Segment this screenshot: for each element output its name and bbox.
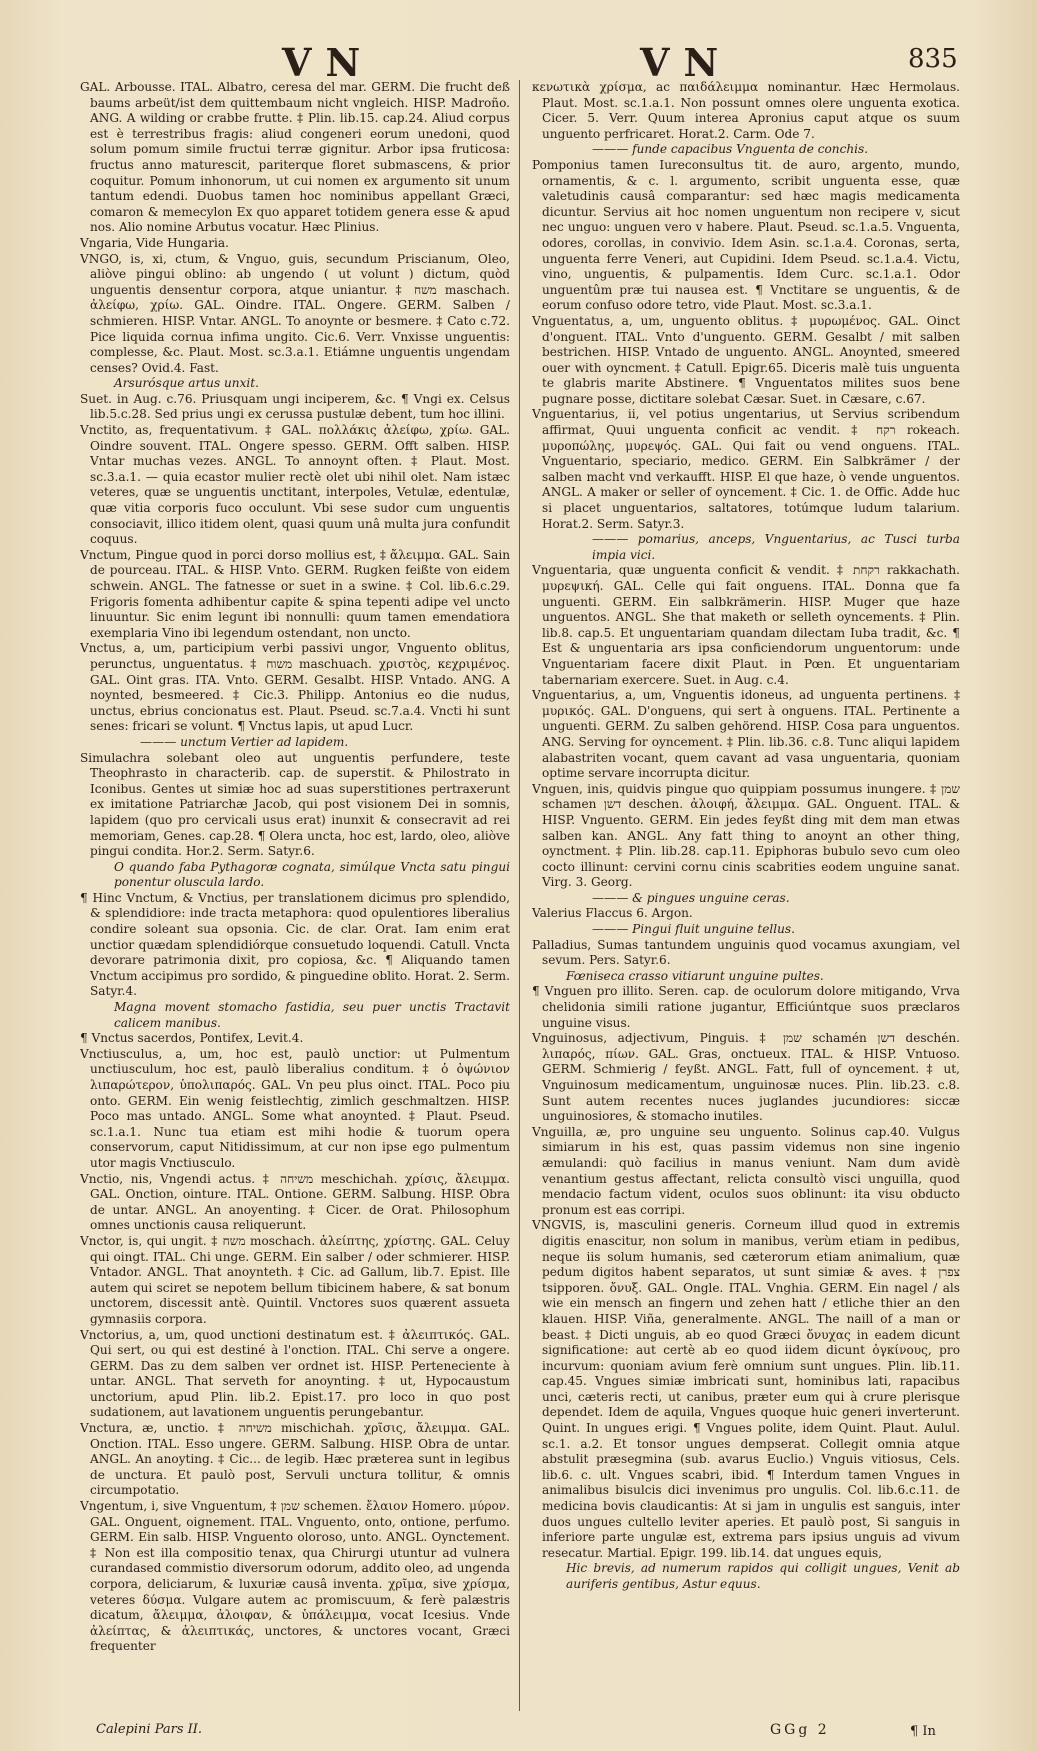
entry-paragraph: κενωτικὰ χρίσμα, ac παιδάλειμμα nominantur. Hæc Hermolaus. Plaut. Most. sc.1.a.1. Non possunt omnes olere unguenta exotica. Cicer. 5. Verr. Quum interea Apronius caput atque os suum unguento perfricaret. Horat.2. Carm. Ode 7. <box>532 80 960 141</box>
entry-paragraph: ——— pomarius, anceps, Vnguentarius, ac Tusci turba impia vici. <box>592 532 960 562</box>
running-head-left: VN <box>282 40 375 85</box>
entry-paragraph: ¶ Vnctus sacerdos, Pontifex, Levit.4. <box>80 1031 304 1046</box>
entry-paragraph: Vnctor, is, qui ungit. ‡ משח moschach. ἀλείπτης, χρίστης. GAL. Celuy qui oingt. ITAL. Chi unge. GERM. Ein salber / oder schmierer. HISP. Vntador. ANGL. That anoynteth. ‡ Cic. ad Gallum, lib.7. Epist. Ille autem qui sciret se nepotem bellum tibicinem habere, & sat bonum unctorem, discessit antè. Quintil. Vnctores suos quærent assueta gymnasiis corpora. <box>80 1233 510 1326</box>
column-divider <box>519 80 520 1711</box>
entry-paragraph: Simulachra solebant oleo aut unguentis perfundere, teste Theophrasto in characterib. cap. de superstit. & Philostrato in Iconibus. Gentes ut simiæ hoc ad suas superstitiones pertraxerunt ex imitatione Patriarchæ Jacob, qui post visionem Dei in somnis, lapidem (quo pro cervicali usus erat) inunxit & consecravit ad rei memoriam, Genes. cap.28. ¶ Olera uncta, hoc est, lardo, oleo, aliòve pingui condita. Hor.2. Serm. Satyr.6. <box>80 750 510 859</box>
entry-paragraph: Arsurósque artus unxit. <box>114 376 259 391</box>
entry-paragraph: Vngentum, i, sive Vnguentum, ‡ שמן schemen. ἔλαιον Homero. μύρον. GAL. Onguent, oignement. ITAL. Vnguento, onto, ontione, perfumo. GERM. Ein salb. HISP. Vnguento oloroso, unto. ANGL. Oynctement. ‡ Non est illa compositio tenax, qua Chirurgi utuntur ad vulnera curandased commistio diversorum odorum, addito oleo, ad ungenda corpora, deliciarum, & luxuriæ causâ inventa. χρῖμα, sive χρίσμα, veteres δύσμα. Vulgare autem ac promiscuum, & ferè palæstris dicatum, ἄλειμμα, ἀλοιφαν, & ὑπάλειμμα, vocat Icesius. Vnde ἀλείπτας, & ἀλειπτικάς, unctores, & unctores vocant, Græci frequenter <box>80 1499 510 1654</box>
entry-paragraph: Palladius, Sumas tantundem unguinis quod vocamus axungiam, vel sevum. Pers. Satyr.6. <box>532 937 960 968</box>
signature-mark: GGg 2 <box>770 1722 830 1738</box>
entry-paragraph: Vnguinosus, adjectivum, Pinguis. ‡ שמן schamén דשן deschén. λιπαρός, πίων. GAL. Gras, onctueux. ITAL. & HISP. Vntuoso. GERM. Schmierig / feyßt. ANGL. Fatt, full of oyncement. ‡ ut, Vnguinosum medicamentum, unguinosæ nuces. Plin. lib.23. c.8. Sunt autem recentes nuces juglandes jucundiores: siccæ unguinosiores, & stomacho inutiles. <box>532 1031 960 1124</box>
entry-paragraph: Valerius Flaccus 6. Argon. <box>532 906 693 921</box>
entry-paragraph: ¶ Hinc Vnctum, & Vnctius, per translationem dicimus pro splendido, & splendidiore: inde tracta metaphora: quod opulentiores liberalius condire soleant sua opsonia. Cic. de clar. Orat. Iam enim erat unctior quædam splendidiórque consuetudo loquendi. Catull. Vncta devorare patrimonia dixit, pro copiosa, &c. ¶ Aliquando tamen Vnctum accipimus pro sordido, & pinguedine oblito. Horat. 2. Serm. Satyr.4. <box>80 890 510 999</box>
entry-paragraph: VNGVIS, is, masculini generis. Corneum illud quod in extremis digitis enascitur, non solum in manibus, verùm etiam in pedibus, neque iis solum humanis, sed cæterorum etiam animalium, quæ pedum digitos habent separatos, ut sunt simiæ & aves. ‡ צפרן tsipporen. ὄνυξ. GAL. Ongle. ITAL. Vnghia. GERM. Ein nagel / als wie ein mensch an fingern und zehen hatt / etliche thier an den klauen. HISP. Viña, generalmente. ANGL. The naill of a man or beast. ‡ Dicti unguis, ab eo quod Græci ὄνυχας in eadem dicunt significatione: aut certè ab eo quod iidem dicunt ὀγκίνους, pro incurvum: quoniam avium ferè omnium sunt ungues. Plin. lib.11. cap.45. Vngues simiæ imbricati sunt, hominibus lati, rapacibus unci, cæteris recti, ut canibus, præter eum qui à crure plerisque dependet. Idem de aquila, Vngues quoque huic generi inverterunt. Quint. In ungues erigi. ¶ Vngues polite, idem Quint. Plaut. Aulul. sc.1. a.2. Et tonsor ungues dempserat. Collegit omnia atque abstulit præsegmina (sub. avarus Euclio.) Vnguis vitiosus, Cels. lib.6. c. ult. Vngues scabri, ibid. ¶ Interdum tamen Vngues in animalibus bisulcis dici invenimus pro ungulis. Col. lib.6.c.11. de medicina bovis claudicantis: At si jam in ungulis est sanguis, inter duos ungues cultello leviter aperies. Et paulò post, Si sanguis in inferiore parte ungulæ est, extrema pars ipsius unguis ad vivum resecatur. Martial. Epigr. 199. lib.14. dat ungues equis, <box>532 1218 960 1560</box>
entry-paragraph: ——— Pingui fluit unguine tellus. <box>592 922 795 937</box>
entry-paragraph: VNGO, is, xi, ctum, & Vnguo, guis, secundum Priscianum, Oleo, aliòve pingui oblino: ab ungendo ( ut volunt ) dictum, quòd unguentis densentur corpora, atque uniantur. ‡ משח maschach. ἀλείφω, χρίω. GAL. Oindre. ITAL. Ongere. GERM. Salben / schmieren. HISP. Vntar. ANGL. To anoynte or besmere. ‡ Cato c.72. Pice liquida cornua infima ungito. Cic.6. Verr. Vnxisse unguentis: complesse, &c. Plaut. Most. sc.3.a.1. Etiámne unguentis ungendam censes? Ovid.4. Fast. <box>80 251 510 375</box>
entry-paragraph: Vnctiusculus, a, um, hoc est, paulò unctior: ut Pulmentum unctiusculum, hoc est, paulò liberalius conditum. ‡ ὁ ὀψώνιον λιπαρώτερον, ὑπολιπαρός. GAL. Vn peu plus oinct. ITAL. Poco piu onto. GERM. Ein wenig feistlechtig, zimlich geschmaltzen. HISP. Poco mas untado. ANGL. Some what anoynted. ‡ Plaut. Pseud. sc.1.a.1. Nunc tua etiam est mihi hodie & tuorum opera conservorum, caput Nitidissimum, at cur non ipse ego pulmentum utor magis Vnctiusculo. <box>80 1046 510 1170</box>
right-column <box>532 80 960 1711</box>
entry-paragraph: GAL. Arbousse. ITAL. Albatro, ceresa del mar. GERM. Die frucht deß baums arbeüt/ist dem quittembaum nicht vngleich. HISP. Madroño. ANG. A wilding or crabbe frutte. ‡ Plin. lib.15. cap.24. Aliud corpus est è terrestribus fragis: aliud congeneri eorum unedoni, quod solum pomum simile fructui terræ gignitur. Arbor ipsa fruticosa: fructus anno maturescit, pariterque floret submascens, & prior coquitur. Pomum inhonorum, ut cui nomen ex argumento sit unum tantum edendi. Duobus tamen hoc nominibus appellant Græci, comaron & memecylon Ex quo apparet totidem genera esse & apud nos. Alio nomine Arbutus vocatur. Hæc Plinius. <box>80 80 510 235</box>
entry-paragraph: Hic brevis, ad numerum rapidos qui colligit ungues, Venit ab auriferis gentibus, Astur equus. <box>566 1561 960 1591</box>
entry-paragraph: Vnctito, as, frequentativum. ‡ GAL. πολλάκις ἀλείφω, χρίω. GAL. Oindre souvent. ITAL. Ongere spesso. GERM. Offt salben. HISP. Vntar muchas vezes. ANGL. To annoynt often. ‡ Plaut. Most. sc.3.a.1. — quia ecastor mulier rectè olet ubi nihil olet. Nam istæc veteres, quæ se unguentis unctitant, interpoles, Vetulæ, edentulæ, quæ vitia corporis fuco occulunt. Vbi sese sudor cum unguentis consociavit, illico itidem olent, quasi quum unâ multa jura confundit coquus. <box>80 423 510 547</box>
left-column <box>80 80 510 1711</box>
entry-paragraph: Vnctura, æ, unctio. ‡ משיחה mischichah. χρῖσις, ἄλειμμα. GAL. Onction. ITAL. Esso ungere. GERM. Salbung. HISP. Obra de untar. ANGL. An anoyting. ‡ Cic... de legib. Hæc præterea sunt in legibus de unctura. Et paulò post, Servuli unctura tollitur, & omnis circumpotatio. <box>80 1421 510 1498</box>
entry-paragraph: Vnctio, nis, Vngendi actus. ‡ משיחה meschichah. χρίσις, ἄλειμμα. GAL. Onction, ointure. ITAL. Ontione. GERM. Salbung. HISP. Obra de untar. ANGL. An anoyenting. ‡ Cicer. de Orat. Philosophum omnes unctionis causa reliquerunt. <box>80 1171 510 1233</box>
entry-paragraph: ——— & pingues unguine ceras. <box>592 890 790 905</box>
signature-line: Calepini Pars II. <box>96 1722 203 1737</box>
entry-paragraph: Vnguentaria, quæ unguenta conficit & vendit. ‡ רקחת rakkachath. μυρεψική. GAL. Celle qui fait onguens. ITAL. Donna que fa unguenti. GERM. Ein salbkrämerin. HISP. Muger que haze unguentos. ANGL. She that maketh or selleth oyncements. ‡ Plin. lib.8. cap.5. Et unguentariam quandam dilectam Iuba tradit, &c. ¶ Est & unguentaria ars ipsa conficiendorum unguentorum: unde Vnguentariam facere dixit Plaut. in Pœn. Et unguentariam tabernariam exercere. Suet. in Aug. c.4. <box>532 563 960 687</box>
entry-paragraph: ——— unctum Vertier ad lapidem. <box>140 734 349 749</box>
entry-paragraph: Vngaria, Vide Hungaria. <box>80 235 229 250</box>
entry-paragraph: ¶ Vnguen pro illito. Seren. cap. de oculorum dolore mitigando, Vrva chelidonia simili ratione jugantur, Efficiúntque suos præclaros unguine visus. <box>532 984 960 1030</box>
entry-paragraph: Vnguentarius, a, um, Vnguentis idoneus, ad unguenta pertinens. ‡ μυρικός. GAL. D'onguens, qui sert à onguens. ITAL. Pertinente a unguenti. GERM. Zu salben gehörend. HISP. Cosa para unguentos. ANG. Serving for oyncement. ‡ Plin. lib.36. c.8. Tunc aliqui lapidem alabastriten vocant, quem cavant ad vasa unguentaria, quoniam optime servare incorrupta dicitur. <box>532 688 960 781</box>
entry-paragraph: Vnguentatus, a, um, unguento oblitus. ‡ μυρωμένος. GAL. Oinct d'onguent. ITAL. Vnto d'unguento. GERM. Gesalbt / mit salben bestrichen. HISP. Vntado de unguento. ANGL. Anoynted, smeered ouer with oyncment. ‡ Catull. Epigr.65. Diceris malè tuis unguenta te glabris marite Abstinere. ¶ Vnguentatos milites suos bene pugnare posse, dictitare solebat Cæsar. Suet. in Cæsare, c.67. <box>532 313 960 406</box>
entry-paragraph: ——— funde capacibus Vnguenta de conchis. <box>592 142 869 157</box>
entry-paragraph: Vnctum, Pingue quod in porci dorso mollius est, ‡ ἄλειμμα. GAL. Sain de pourceau. ITAL. & HISP. Vnto. GERM. Rugken feißte von eidem schwein. ANGL. The fatnesse or suet in a swine. ‡ Col. lib.6.c.29. Frigoris fomenta adhibentur capite & spina tepenti adipe vel uncto linuuntur. Sic enim legunt ibi nonnulli: quum tamen emendatiora exemplaria Vino ibi legendum ostendant, non uncto. <box>80 547 510 640</box>
entry-paragraph: Magna movent stomacho fastidia, seu puer unctis Tractavit calicem manibus. <box>114 1000 510 1030</box>
entry-paragraph: Vnguilla, æ, pro unguine seu unguento. Solinus cap.40. Vulgus simiarum in his est, quas passim videmus non sine ingenio æmulandi: quò facilius in manus veniunt. Nam dum avidè venantium gestus affectant, relicta consultò visci unguilla, quod mendacio factum vident, oculos suos oblinunt: ita visu obducto pronum est eas corripi. <box>532 1124 960 1217</box>
running-head-right: VN <box>640 40 733 85</box>
entry-paragraph: Vnctus, a, um, participium verbi passivi ungor, Vnguento oblitus, perunctus, unguentatus. ‡ משוח maschuach. χριστὸς, κεχριμένος. GAL. Oint gras. ITA. Vnto. GERM. Gesalbt. HISP. Vntado. ANG. A noynted, besmeered. ‡ Cic.3. Philipp. Antonius eo die nudus, unctus, ebrius concionatus est. Plaut. Pseud. sc.7.a.4. Vncti hi sunt senes: fricari se volunt. ¶ Vnctus lapis, ut apud Lucr. <box>80 641 510 734</box>
entry-paragraph: O quando faba Pythagoræ cognata, simúlque Vncta satu pingui ponentur oluscula lardo. <box>114 859 510 890</box>
entry-paragraph: Pomponius tamen Iureconsultus tit. de auro, argento, mundo, ornamentis, & c. l. argumento, scribit unguenta esse, quæ valetudinis causâ comparantur: sed hæc magis medicamenta dicuntur. Servius ait hoc nomen unguentum non recipere v, sicut nec unguo: unguen vero v habere. Plaut. Pseud. sc.1.a.5. Vnguenta, odores, corollas, in convivio. Idem Asin. sc.1.a.4. Coronas, serta, unguenta ferre Veneri, aut Cupidini. Idem Pseud. sc.1.a.4. Victu, vino, unguentis, & pulpamentis. Idem Curc. sc.1.a.1. Odor unguentûm præ tui nausea est. ¶ Vnctitare se unguentis, & de eorum confuso odore tetro, vide Plaut. Most. sc.3.a.1. <box>532 157 960 313</box>
entry-paragraph: Vnguentarius, ii, vel potius ungentarius, ut Servius scribendum affirmat, Quui unguenta conficit ac vendit. ‡ רקח rokeach. μυροπώλης, μυρεψός. GAL. Qui fait ou vend onguens. ITAL. Vnguentario, speciario, medico. GERM. Ein Salbkrämer / der salben macht vnd verkaufft. HISP. El que haze, ò vende unguentos. ANGL. A maker or seller of oyncement. ‡ Cic. 1. de Offic. Adde huc si placet unguentarios, saltatores, totúmque ludum talarium. Horat.2. Serm. Satyr.3. <box>532 407 960 531</box>
entry-paragraph: Vnguen, inis, quidvis pingue quo quippiam possumus inungere. ‡ שמן schamen דשן deschen. ἀλοιφή, ἄλειμμα. GAL. Onguent. ITAL. & HISP. Vnguento. GERM. Ein jedes feyßt ding mit dem man etwas salben kan. ANGL. Any fatt thing to anoynt an other thing, oynctment. ‡ Plin. lib.28. cap.11. Epiphoras bubulo sevo cum oleo cocto illinunt: cervini cornu cinis scabrities eodem unguine sanat. Virg. 3. Georg. <box>532 781 960 890</box>
entry-paragraph: Suet. in Aug. c.76. Priusquam ungi inciperem, &c. ¶ Vngi ex. Celsus lib.5.c.28. Sed prius ungi ex cerussa pustulæ debent, tum hoc illini. <box>80 391 510 422</box>
page-number: 835 <box>908 44 958 74</box>
catchword: ¶ In <box>910 1724 936 1739</box>
entry-paragraph: Fœniseca crasso vitiarunt unguine pultes. <box>566 968 824 983</box>
entry-paragraph: Vnctorius, a, um, quod unctioni destinatum est. ‡ ἀλειπτικός. GAL. Qui sert, ou qui est destiné à l'onction. ITAL. Chi serve a ongere. GERM. Das zu dem salben ver ordnet ist. HISP. Perteneciente à untar. ANGL. That serveth for anoynting. ‡ ut, Hypocaustum unctorium, apud Plin. lib.2. Epist.17. pro loco in quo post sudationem, aut lavationem unguentis perungebantur. <box>80 1327 510 1420</box>
